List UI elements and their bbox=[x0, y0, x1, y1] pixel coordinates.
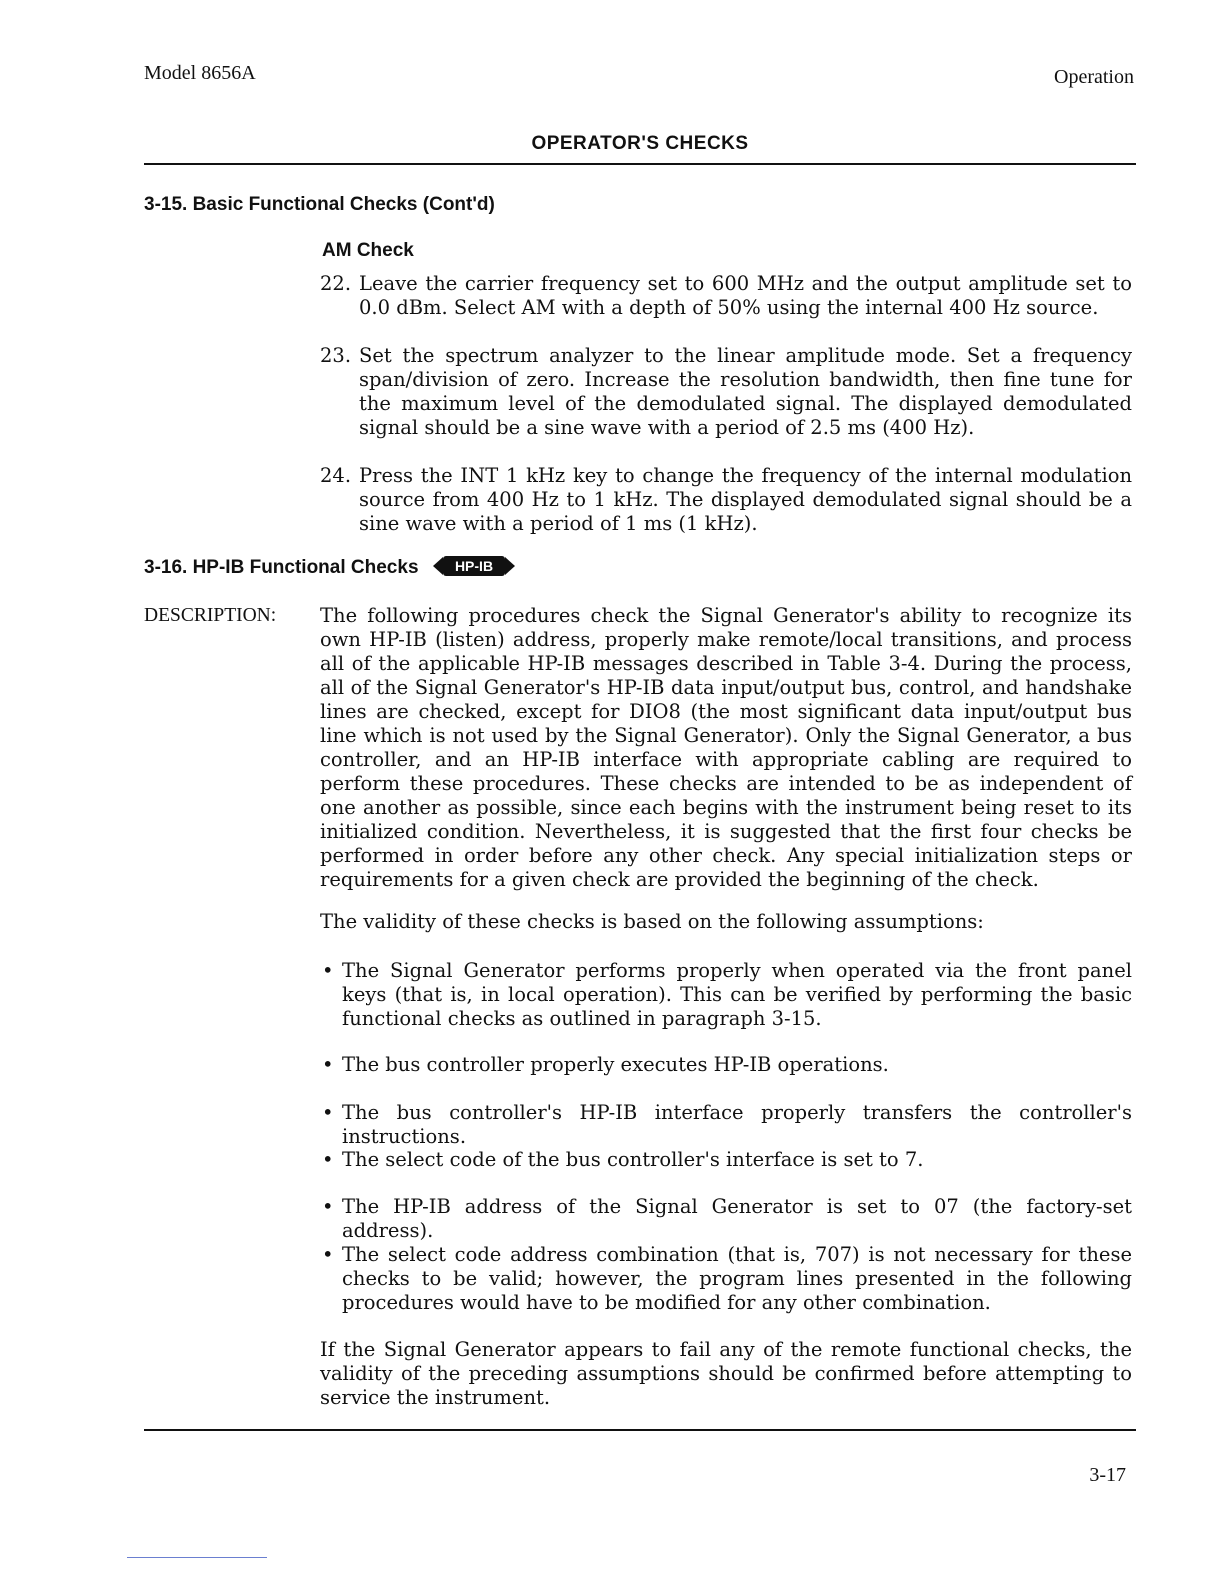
bullet-icon: • bbox=[322, 1195, 334, 1218]
description-text: The following procedures check the Signal Generator's ability to recognize its own HP-IB (listen) address, properly make remote/local transitions, and process all of the applicable HP-IB messages described in Table 3-4. During the process, all of the Signal Generator's HP-IB data input/output bus, control, and handshake lines are checked, except for DIO8 (the most significant data input/output bus line which is not used by the Signal Generator). Only the Signal Generator, a bus controller, and an HP-IB interface with appropriate cabling are required to perform these procedures. These checks are intended to be as independent of one another as possible, since each begins with the instrument being reset to its initialized condition. Nevertheless, it is suggested that the first four checks be performed in order before any other check. Any special initialization steps or requirements for a given check are provided the beginning of the check. bbox=[320, 604, 1132, 891]
top-rule bbox=[144, 163, 1136, 165]
assumption-text: The Signal Generator performs properly when operated via the front panel keys (that is, in local operation). This can be verified by performing the basic functional checks as outlined in paragraph 3-15. bbox=[342, 959, 1132, 1030]
assumption-item bbox=[320, 959, 1132, 1031]
hpib-logo-icon bbox=[433, 553, 515, 583]
step-text: Leave the carrier frequency set to 600 MHz and the output amplitude set to 0.0 dBm. Select AM with a depth of 50% using the internal 400 Hz source. bbox=[359, 272, 1132, 319]
step-number: 23. bbox=[320, 344, 352, 367]
step-text: Press the INT 1 kHz key to change the frequency of the internal modulation source from 400 Hz to 1 kHz. The displayed demodulated signal should be a sine wave with a period of 1 ms (1 kHz). bbox=[359, 464, 1132, 535]
assumption-item bbox=[320, 1195, 1132, 1243]
step-22 bbox=[320, 272, 1132, 320]
step-number: 24. bbox=[320, 464, 352, 487]
description-label: DESCRIPTION: bbox=[144, 605, 277, 626]
bottom-rule bbox=[144, 1429, 1136, 1431]
section-316-heading: 3-16. HP-IB Functional Checks bbox=[144, 557, 419, 578]
assumption-text: The HP-IB address of the Signal Generator is set to 07 (the factory-set address). bbox=[342, 1195, 1132, 1242]
assumption-item bbox=[320, 1101, 1132, 1149]
assumption-text: The select code address combination (that is, 707) is not necessary for these checks to be valid; however, the program lines presented in the following procedures would have to be modified for any other combination. bbox=[342, 1243, 1132, 1314]
step-number: 22. bbox=[320, 272, 352, 295]
assumption-text: The select code of the bus controller's interface is set to 7. bbox=[342, 1148, 924, 1171]
bullet-icon: • bbox=[322, 1053, 334, 1076]
assumptions-intro: The validity of these checks is based on the following assumptions: bbox=[320, 910, 984, 933]
step-24 bbox=[320, 464, 1132, 536]
hpib-logo-text: HP-IB bbox=[454, 558, 493, 574]
step-text: Set the spectrum analyzer to the linear amplitude mode. Set a frequency span/division of zero. Increase the resolution bandwidth, then fine tune for the maximum level of the demodulated signal. The displayed demodulated signal should be a sine wave with a period of 2.5 ms (400 Hz). bbox=[359, 344, 1132, 439]
header-section: Operation bbox=[1054, 66, 1134, 88]
step-23 bbox=[320, 344, 1132, 440]
bullet-icon: • bbox=[322, 1243, 334, 1266]
assumption-item bbox=[320, 1148, 1132, 1172]
assumption-item bbox=[320, 1053, 1132, 1077]
bullet-icon: • bbox=[322, 1148, 334, 1171]
page-title: OPERATOR'S CHECKS bbox=[531, 133, 749, 154]
am-check-heading: AM Check bbox=[322, 240, 414, 261]
header-model: Model 8656A bbox=[144, 62, 256, 84]
bullet-icon: • bbox=[322, 1101, 334, 1124]
bullet-icon: • bbox=[322, 959, 334, 982]
section-316-heading-row bbox=[144, 553, 515, 583]
assumption-text: The bus controller's HP-IB interface properly transfers the controller's instructions. bbox=[342, 1101, 1132, 1148]
scan-artifact-line bbox=[127, 1557, 267, 1558]
assumption-text: The bus controller properly executes HP-IB operations. bbox=[342, 1053, 889, 1076]
closing-paragraph: If the Signal Generator appears to fail any of the remote functional checks, the validity of the preceding assumptions should be confirmed before attempting to service the instrument. bbox=[320, 1338, 1132, 1409]
page-number: 3-17 bbox=[1089, 1464, 1126, 1486]
assumption-item bbox=[320, 1243, 1132, 1315]
section-315-heading: 3-15. Basic Functional Checks (Cont'd) bbox=[144, 194, 495, 215]
